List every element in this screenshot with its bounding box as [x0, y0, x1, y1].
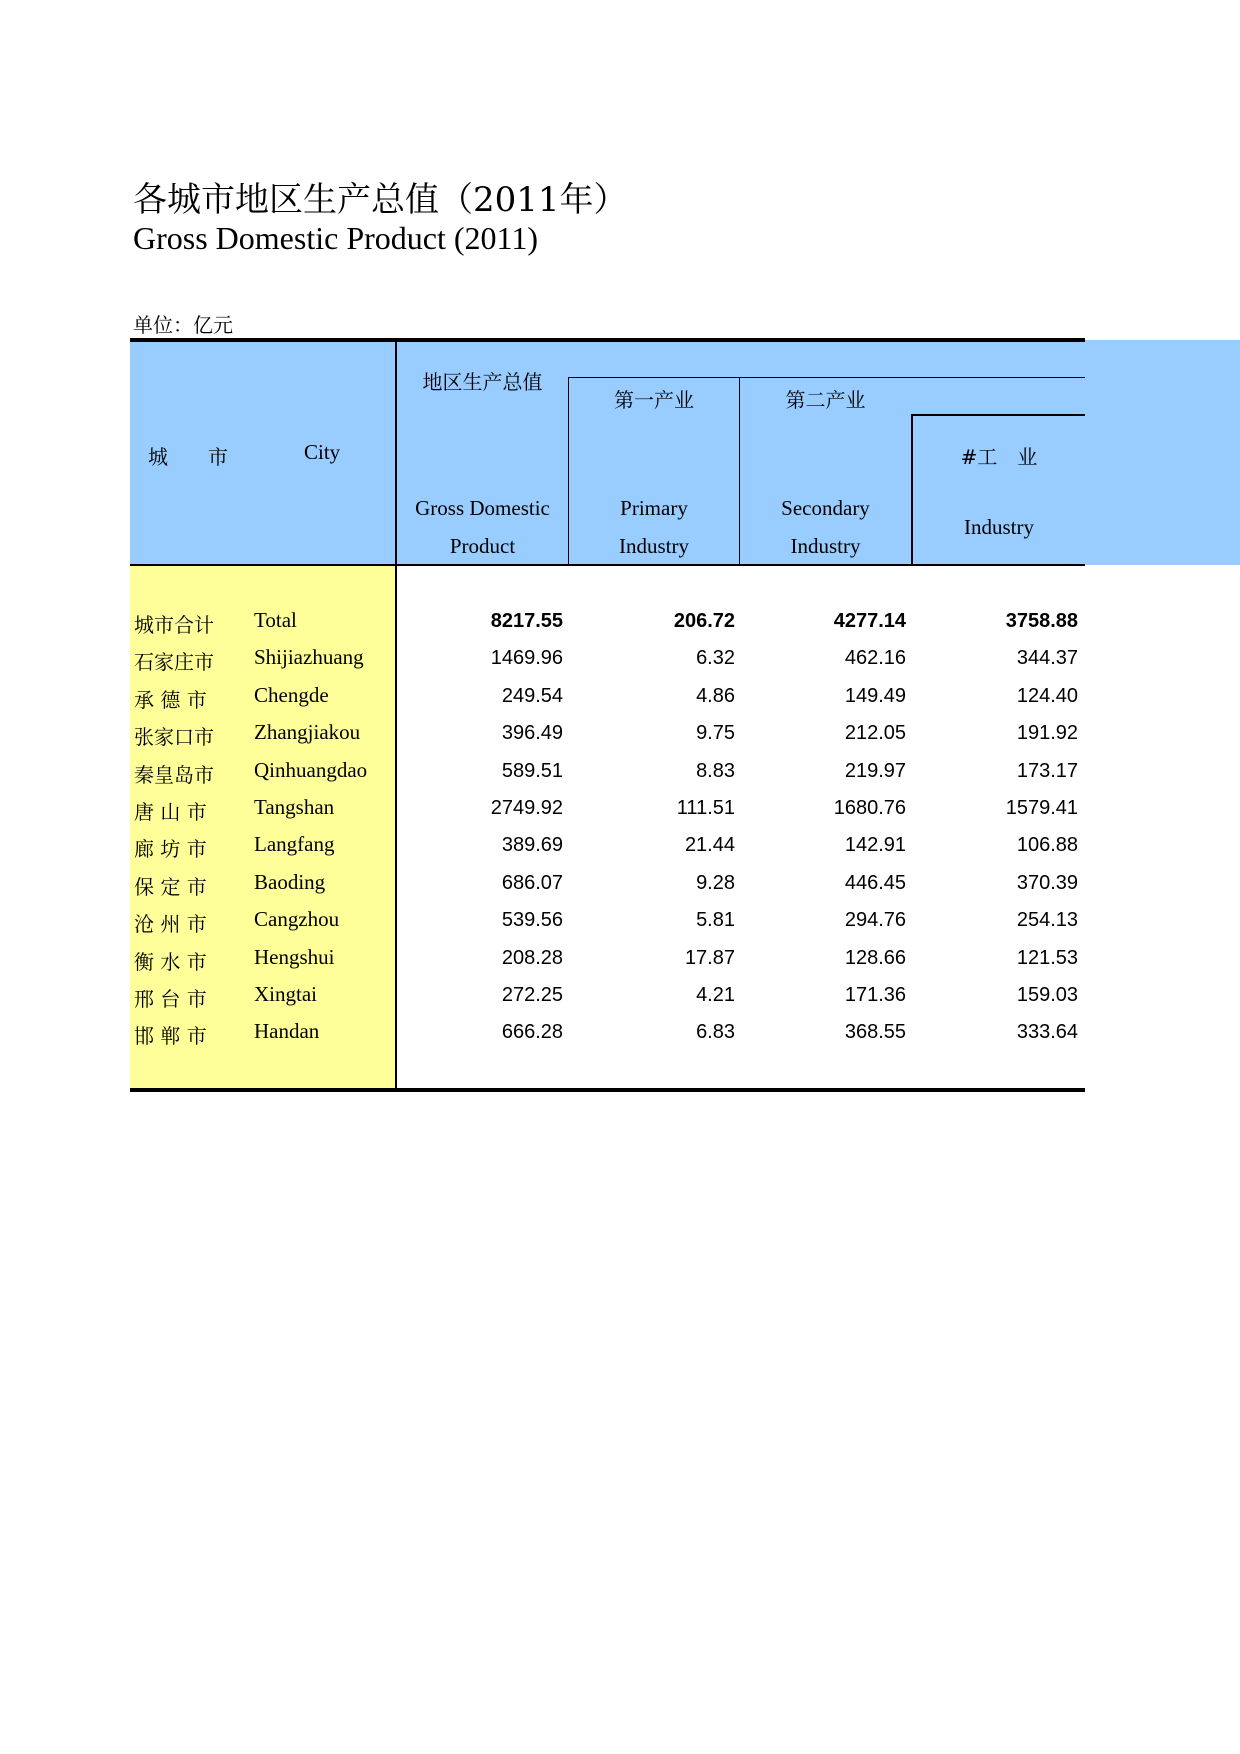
row-city-en: Chengde	[254, 683, 329, 707]
row-primary-value: 6.32	[696, 647, 735, 669]
row-industry-value: 254.13	[1016, 909, 1078, 931]
header-gdp-cn: 地区生产总值	[422, 370, 543, 394]
table-top-rule	[130, 338, 1085, 342]
row-secondary-value: 4277.14	[833, 610, 906, 632]
header-primary-cn: 第一产业	[614, 388, 694, 412]
header-city-cn: 城 市	[148, 445, 228, 469]
industry-left-divider	[911, 414, 913, 565]
row-primary-value: 17.87	[684, 947, 735, 969]
row-industry-value: 1579.41	[1005, 797, 1078, 819]
row-industry-value: 370.39	[1016, 872, 1078, 894]
header-secondary-cn: 第二产业	[785, 388, 866, 412]
row-city-cn: 保 定 市	[134, 875, 207, 899]
row-secondary-value: 128.66	[844, 947, 906, 969]
row-city-cn: 廊 坊 市	[134, 837, 207, 861]
city-column-divider	[395, 340, 397, 1090]
row-city-en: Qinhuangdao	[254, 758, 368, 782]
row-secondary-value: 462.16	[844, 647, 906, 669]
row-industry-value: 121.53	[1016, 947, 1078, 969]
row-gdp-value: 249.54	[501, 685, 563, 707]
header-gdp-en-2: Product	[449, 534, 516, 558]
row-industry-value: 124.40	[1016, 685, 1078, 707]
row-city-cn: 承 德 市	[134, 688, 207, 712]
header-industry-en: Industry	[964, 515, 1034, 539]
row-city-cn: 邢 台 市	[134, 987, 207, 1011]
row-industry-value: 3758.88	[1005, 610, 1078, 632]
row-gdp-value: 2749.92	[490, 797, 563, 819]
row-gdp-value: 589.51	[501, 760, 563, 782]
row-city-en: Tangshan	[254, 795, 335, 819]
row-city-cn: 张家口市	[134, 725, 214, 749]
row-secondary-value: 212.05	[844, 722, 906, 744]
row-industry-value: 159.03	[1016, 984, 1078, 1006]
row-city-en: Langfang	[254, 832, 335, 856]
row-city-cn: 石家庄市	[134, 650, 214, 674]
row-secondary-value: 368.55	[844, 1021, 906, 1043]
row-city-en: Baoding	[254, 870, 326, 894]
header-secondary-en-2: Industry	[790, 534, 861, 558]
row-primary-value: 206.72	[673, 610, 735, 632]
row-secondary-value: 219.97	[844, 760, 906, 782]
row-secondary-value: 171.36	[844, 984, 906, 1006]
row-secondary-value: 142.91	[844, 834, 906, 856]
header-secondary-en-1: Secondary	[781, 496, 870, 520]
row-primary-value: 5.81	[696, 909, 735, 931]
row-primary-value: 4.86	[696, 685, 735, 707]
row-gdp-value: 8217.55	[490, 610, 563, 632]
row-primary-value: 9.28	[696, 872, 735, 894]
row-city-en: Zhangjiakou	[254, 720, 361, 744]
row-city-en: Cangzhou	[254, 907, 340, 931]
row-city-cn: 衡 水 市	[134, 950, 207, 974]
row-city-en: Xingtai	[254, 982, 317, 1006]
row-city-en: Handan	[254, 1019, 320, 1043]
header-primary-en-1: Primary	[620, 496, 688, 520]
row-industry-value: 173.17	[1016, 760, 1078, 782]
gdp-sub-rule	[568, 377, 1085, 378]
page-title-cn: 各城市地区生产总值（2011年）	[133, 180, 628, 220]
header-city-en: City	[304, 440, 341, 464]
row-city-en: Total	[254, 608, 297, 632]
row-city-en: Hengshui	[254, 945, 335, 969]
row-city-cn: 城市合计	[134, 613, 214, 637]
row-secondary-value: 294.76	[844, 909, 906, 931]
row-primary-value: 9.75	[696, 722, 735, 744]
row-industry-value: 333.64	[1016, 1021, 1078, 1043]
row-secondary-value: 149.49	[844, 685, 906, 707]
industry-sub-rule	[911, 414, 1085, 416]
header-gdp-en-1: Gross Domestic	[415, 496, 550, 520]
row-gdp-value: 686.07	[501, 872, 563, 894]
row-gdp-value: 1469.96	[490, 647, 563, 669]
row-industry-value: 106.88	[1016, 834, 1078, 856]
page-title-en: Gross Domestic Product (2011)	[133, 220, 538, 256]
header-bottom-rule	[130, 564, 1085, 566]
row-city-cn: 邯 郸 市	[134, 1024, 207, 1048]
unit-label: 单位：亿元	[133, 313, 233, 337]
row-gdp-value: 396.49	[501, 722, 563, 744]
row-secondary-value: 1680.76	[833, 797, 906, 819]
header-primary-en-2: Industry	[619, 534, 689, 558]
row-primary-value: 6.83	[696, 1021, 735, 1043]
table-bottom-rule	[130, 1088, 1085, 1092]
row-secondary-value: 446.45	[844, 872, 906, 894]
row-gdp-value: 389.69	[501, 834, 563, 856]
row-gdp-value: 539.56	[501, 909, 563, 931]
row-industry-value: 191.92	[1016, 722, 1078, 744]
row-gdp-value: 272.25	[501, 984, 563, 1006]
row-primary-value: 21.44	[684, 834, 735, 856]
row-primary-value: 8.83	[696, 760, 735, 782]
row-industry-value: 344.37	[1016, 647, 1078, 669]
row-gdp-value: 666.28	[501, 1021, 563, 1043]
row-city-en: Shijiazhuang	[254, 645, 364, 669]
row-primary-value: 111.51	[676, 797, 735, 819]
row-city-cn: 秦皇岛市	[134, 763, 214, 787]
row-city-cn: 沧 州 市	[134, 912, 207, 936]
header-industry-cn: #工 业	[960, 445, 1038, 469]
row-primary-value: 4.21	[696, 984, 735, 1006]
row-gdp-value: 208.28	[501, 947, 563, 969]
row-city-cn: 唐 山 市	[134, 800, 207, 824]
